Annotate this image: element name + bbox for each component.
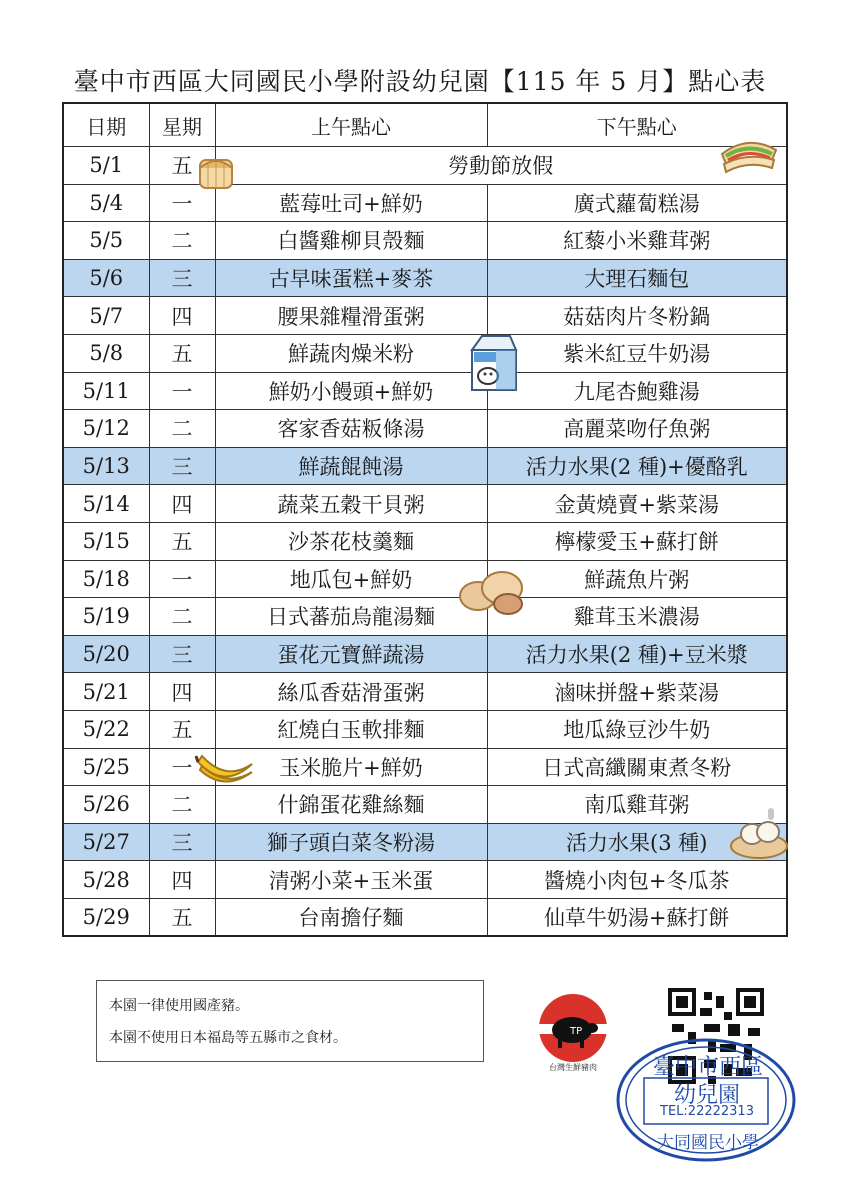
cell-morning-snack: 絲瓜香菇滑蛋粥 bbox=[215, 673, 487, 711]
cell-date: 5/4 bbox=[63, 184, 149, 222]
cell-weekday: 三 bbox=[149, 447, 215, 485]
cell-morning-snack: 古早味蛋糕+麥茶 bbox=[215, 259, 487, 297]
milk-carton-icon bbox=[462, 332, 520, 394]
cell-morning-snack: 地瓜包+鮮奶 bbox=[215, 560, 487, 598]
cell-morning-snack: 白醬雞柳貝殼麵 bbox=[215, 222, 487, 260]
cell-weekday: 五 bbox=[149, 898, 215, 936]
cell-date: 5/8 bbox=[63, 334, 149, 372]
cell-weekday: 二 bbox=[149, 222, 215, 260]
cell-weekday: 二 bbox=[149, 786, 215, 824]
table-row bbox=[63, 297, 787, 335]
notice-line-no-fukushima: 本園不使用日本福島等五縣市之食材。 bbox=[109, 1030, 347, 1046]
cell-afternoon-snack: 日式高纖關東煮冬粉 bbox=[487, 748, 787, 786]
cell-date: 5/6 bbox=[63, 259, 149, 297]
table-row bbox=[63, 786, 787, 824]
cell-weekday: 四 bbox=[149, 673, 215, 711]
cell-morning-snack: 鮮蔬餛飩湯 bbox=[215, 447, 487, 485]
table-row bbox=[63, 447, 787, 485]
cell-morning-snack: 日式蕃茄烏龍湯麵 bbox=[215, 598, 487, 636]
cell-weekday: 五 bbox=[149, 522, 215, 560]
table-row bbox=[63, 410, 787, 448]
cell-afternoon-snack: 高麗菜吻仔魚粥 bbox=[487, 410, 787, 448]
table-row bbox=[63, 522, 787, 560]
table-row bbox=[63, 673, 787, 711]
cell-morning-snack: 蛋花元寶鮮蔬湯 bbox=[215, 635, 487, 673]
cell-afternoon-snack: 仙草牛奶湯+蘇打餅 bbox=[487, 898, 787, 936]
header-day: 星期 bbox=[149, 103, 215, 147]
notice-line-domestic-pork: 本園一律使用國產豬。 bbox=[109, 998, 249, 1014]
cell-weekday: 三 bbox=[149, 823, 215, 861]
banana-icon bbox=[194, 742, 256, 792]
cell-afternoon-snack: 紫米紅豆牛奶湯 bbox=[487, 334, 787, 372]
steamer-dumpling-icon bbox=[728, 806, 790, 862]
cell-afternoon-snack: 金黃燒賣+紫菜湯 bbox=[487, 485, 787, 523]
cell-weekday: 四 bbox=[149, 861, 215, 899]
cell-date: 5/25 bbox=[63, 748, 149, 786]
cell-afternoon-snack: 地瓜綠豆沙牛奶 bbox=[487, 710, 787, 748]
cell-morning-snack: 玉米脆片+鮮奶 bbox=[215, 748, 487, 786]
table-row bbox=[63, 259, 787, 297]
cell-weekday: 一 bbox=[149, 748, 215, 786]
table-row bbox=[63, 184, 787, 222]
buns-icon bbox=[458, 566, 526, 616]
table-row bbox=[63, 635, 787, 673]
cell-weekday: 二 bbox=[149, 410, 215, 448]
cell-weekday: 一 bbox=[149, 184, 215, 222]
cell-weekday: 五 bbox=[149, 710, 215, 748]
table-row bbox=[63, 710, 787, 748]
stamp-district: 臺中市西區 bbox=[652, 1055, 763, 1080]
cell-weekday: 一 bbox=[149, 560, 215, 598]
cell-date: 5/15 bbox=[63, 522, 149, 560]
stamp-telephone: TEL:22222313 bbox=[660, 1104, 754, 1119]
cell-weekday: 二 bbox=[149, 598, 215, 636]
cell-afternoon-snack: 鮮蔬魚片粥 bbox=[487, 560, 787, 598]
cell-morning-snack: 沙茶花枝羹麵 bbox=[215, 522, 487, 560]
table-row bbox=[63, 560, 787, 598]
stamp-school-name: 大同國民小學 bbox=[657, 1133, 759, 1153]
cell-date: 5/5 bbox=[63, 222, 149, 260]
header-date: 日期 bbox=[63, 103, 149, 147]
cell-date: 5/14 bbox=[63, 485, 149, 523]
taiwan-pork-logo bbox=[532, 990, 614, 1070]
table-row bbox=[63, 823, 787, 861]
toast-bread-icon bbox=[194, 150, 238, 194]
table-row bbox=[63, 485, 787, 523]
cell-morning-snack: 獅子頭白菜冬粉湯 bbox=[215, 823, 487, 861]
cell-date: 5/13 bbox=[63, 447, 149, 485]
cell-afternoon-snack: 大理石麵包 bbox=[487, 259, 787, 297]
cell-afternoon-snack: 菇菇肉片冬粉鍋 bbox=[487, 297, 787, 335]
cell-afternoon-snack: 九尾杏鮑雞湯 bbox=[487, 372, 787, 410]
cell-afternoon-snack: 活力水果(2 種)+優酪乳 bbox=[487, 447, 787, 485]
cell-weekday: 五 bbox=[149, 334, 215, 372]
cell-date: 5/19 bbox=[63, 598, 149, 636]
cell-weekday: 三 bbox=[149, 635, 215, 673]
cell-afternoon-snack: 廣式蘿蔔糕湯 bbox=[487, 184, 787, 222]
cell-date: 5/27 bbox=[63, 823, 149, 861]
table-row bbox=[63, 898, 787, 936]
table-row bbox=[63, 861, 787, 899]
cell-morning-snack: 清粥小菜+玉米蛋 bbox=[215, 861, 487, 899]
cell-date: 5/26 bbox=[63, 786, 149, 824]
pork-logo-label: 台灣生鮮豬肉 bbox=[549, 1063, 597, 1072]
table-row bbox=[63, 372, 787, 410]
table-header-row bbox=[63, 103, 787, 147]
cell-morning-snack: 腰果雜糧滑蛋粥 bbox=[215, 297, 487, 335]
cell-weekday: 五 bbox=[149, 147, 215, 185]
cell-afternoon-snack: 檸檬愛玉+蘇打餅 bbox=[487, 522, 787, 560]
stamp-kindergarten: 幼兒園 bbox=[673, 1083, 740, 1108]
cell-date: 5/1 bbox=[63, 147, 149, 185]
cell-holiday: 勞動節放假 bbox=[215, 147, 787, 185]
cell-morning-snack: 藍莓吐司+鮮奶 bbox=[215, 184, 487, 222]
cell-date: 5/11 bbox=[63, 372, 149, 410]
cell-afternoon-snack: 雞茸玉米濃湯 bbox=[487, 598, 787, 636]
cell-morning-snack: 台南擔仔麵 bbox=[215, 898, 487, 936]
cell-weekday: 四 bbox=[149, 297, 215, 335]
cell-afternoon-snack: 醬燒小肉包+冬瓜茶 bbox=[487, 861, 787, 899]
table-body bbox=[63, 147, 787, 937]
page-title: 臺中市西區大同國民小學附設幼兒園【115 年 5 月】點心表 bbox=[73, 67, 767, 96]
cell-weekday: 一 bbox=[149, 372, 215, 410]
cell-date: 5/21 bbox=[63, 673, 149, 711]
table-row bbox=[63, 147, 787, 185]
svg-text:TP: TP bbox=[570, 1026, 583, 1037]
cell-date: 5/12 bbox=[63, 410, 149, 448]
cell-morning-snack: 紅燒白玉軟排麵 bbox=[215, 710, 487, 748]
cell-weekday: 四 bbox=[149, 485, 215, 523]
cell-morning-snack: 客家香菇粄條湯 bbox=[215, 410, 487, 448]
table-row bbox=[63, 598, 787, 636]
sandwich-icon bbox=[718, 124, 780, 176]
table-row bbox=[63, 222, 787, 260]
cell-afternoon-snack: 滷味拼盤+紫菜湯 bbox=[487, 673, 787, 711]
table-row bbox=[63, 748, 787, 786]
cell-morning-snack: 鮮奶小饅頭+鮮奶 bbox=[215, 372, 487, 410]
cell-afternoon-snack: 活力水果(2 種)+豆米漿 bbox=[487, 635, 787, 673]
table-row bbox=[63, 334, 787, 372]
cell-morning-snack: 蔬菜五穀干貝粥 bbox=[215, 485, 487, 523]
header-afternoon-snack: 下午點心 bbox=[487, 103, 787, 147]
cell-date: 5/22 bbox=[63, 710, 149, 748]
cell-date: 5/20 bbox=[63, 635, 149, 673]
cell-date: 5/7 bbox=[63, 297, 149, 335]
cell-afternoon-snack: 紅藜小米雞茸粥 bbox=[487, 222, 787, 260]
cell-morning-snack: 鮮蔬肉燥米粉 bbox=[215, 334, 487, 372]
cell-morning-snack: 什錦蛋花雞絲麵 bbox=[215, 786, 487, 824]
cell-date: 5/29 bbox=[63, 898, 149, 936]
snack-menu-table bbox=[62, 102, 788, 937]
header-morning-snack: 上午點心 bbox=[215, 103, 487, 147]
notice-box bbox=[96, 980, 484, 1062]
cell-date: 5/18 bbox=[63, 560, 149, 598]
cell-date: 5/28 bbox=[63, 861, 149, 899]
cell-afternoon-snack: 南瓜雞茸粥 bbox=[487, 786, 787, 824]
cell-weekday: 三 bbox=[149, 259, 215, 297]
cell-afternoon-snack: 活力水果(3 種) bbox=[487, 823, 787, 861]
